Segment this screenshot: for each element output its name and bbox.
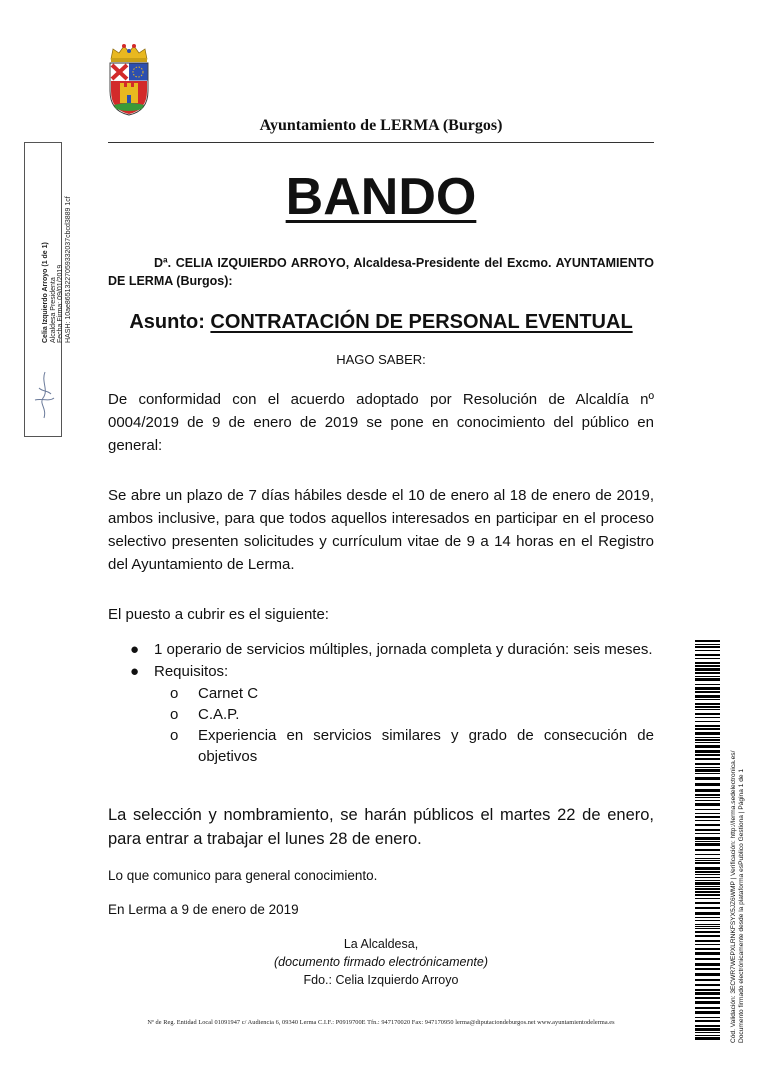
barcode-bar (695, 1001, 720, 1004)
barcode-bar (695, 898, 720, 899)
paragraph-deadline: Se abre un plazo de 7 días hábiles desde el 10 de enero al 18 de enero de 2019, ambos inclusive, para que todos aquellos interesados en participar en el proceso selectivo presenten solicitudes y currículum vitae de 9 a 14 horas en el Registro del Ayuntamiento de Lerma. (108, 487, 654, 573)
position-list (108, 639, 654, 767)
barcode-bar (695, 1028, 720, 1031)
barcode-bar (695, 841, 720, 842)
barcode-bar (695, 706, 720, 708)
barcode-bar (695, 737, 720, 738)
barcode-bar (695, 948, 720, 950)
list-item-text: Requisitos: (154, 663, 229, 680)
barcode-bar (695, 940, 720, 942)
barcode-bar (695, 1037, 720, 1040)
barcode-bar (695, 968, 720, 970)
council-name: Ayuntamiento de LERMA (Burgos) (259, 117, 503, 134)
barcode-bar (695, 745, 720, 748)
barcode-bar (695, 758, 720, 760)
barcode-bar (695, 992, 720, 995)
barcode-bar (695, 849, 720, 851)
barcode-bar (695, 750, 720, 753)
barcode-bar (695, 797, 720, 798)
barcode-bar (695, 862, 720, 864)
stamp-role: Alcaldesa Presidenta (49, 277, 57, 343)
barcode-bar (695, 824, 720, 826)
list-item-text: 1 operario de servicios múltiples, jornada completa y duración: seis meses. (154, 641, 653, 658)
requirement-text: Experiencia en servicios similares y grado de consecución de objetivos (198, 727, 654, 765)
bullet-icon: ● (130, 663, 140, 680)
barcode-bar (695, 654, 720, 656)
barcode-bar (695, 699, 720, 700)
barcode-bar (695, 728, 720, 730)
barcode-bar (695, 646, 720, 648)
signature-block (108, 935, 654, 989)
barcode-bar (695, 691, 720, 693)
barcode-bar (695, 926, 720, 927)
header-divider (108, 142, 654, 143)
signature-note: (documento firmado electrónicamente) (274, 955, 488, 969)
paragraph-selection: La selección y nombramiento, se harán públicos el martes 22 de enero, para entrar a trabajar el lunes 28 de enero. (108, 806, 654, 848)
stamp-hash: HASH: 10ae86513227059332037cbcd3889 1cf (64, 196, 72, 343)
barcode-bar (695, 902, 720, 904)
barcode-bar (695, 820, 720, 821)
barcode-bar (695, 829, 720, 831)
barcode-bar (695, 1007, 720, 1009)
barcode-bar (695, 843, 720, 846)
barcode-bar (695, 837, 720, 840)
barcode-bar (695, 816, 720, 818)
barcode-bar (695, 1017, 720, 1018)
barcode-bar (695, 754, 720, 756)
barcode-bar (695, 794, 720, 796)
circle-bullet-icon: o (170, 706, 179, 723)
barcode-bar (695, 894, 720, 896)
barcode-bar (695, 777, 720, 780)
barcode-bar (695, 773, 720, 774)
barcode-bar (695, 672, 720, 674)
subject-text: CONTRATACIÓN DE PERSONAL EVENTUAL (210, 311, 633, 333)
list-item (108, 639, 654, 660)
barcode-bar (695, 854, 720, 855)
barcode-bar (695, 877, 720, 878)
barcode-bar (695, 871, 720, 873)
paragraph-closing: Lo que comunico para general conocimiento. (108, 868, 378, 883)
circle-bullet-icon: o (170, 727, 179, 744)
barcode-bar (695, 888, 720, 890)
bullet-icon: ● (130, 641, 140, 658)
stamp-text (42, 196, 72, 343)
barcode-bar (695, 767, 720, 768)
barcode-bar (695, 742, 720, 743)
barcode-bar (695, 979, 720, 981)
barcode-bar (695, 809, 720, 810)
signature-stamp (24, 142, 72, 437)
barcode-bar (695, 676, 720, 677)
validation-platform: Documento firmado electrónicamente desde la plataforma esPublico Gestiona | Página 1 de 1 (738, 768, 745, 1043)
requirement-text: C.A.P. (198, 706, 240, 723)
validation-text (730, 751, 746, 1043)
barcode-bar (695, 858, 720, 859)
barcode-bar (695, 935, 720, 937)
signature-role: La Alcaldesa, (343, 937, 419, 951)
barcode-bar (695, 783, 720, 786)
barcode-bar (695, 703, 720, 705)
barcode-bar (695, 989, 720, 991)
barcode-bar (695, 924, 720, 925)
barcode-bar (695, 997, 720, 999)
barcode-bar (695, 678, 720, 681)
barcode-bar (695, 650, 720, 651)
barcode-bar (695, 880, 720, 881)
stamp-signer: Celia Izquierdo Arroyo (1 de 1) (42, 242, 49, 343)
barcode-bar (695, 973, 720, 976)
document-title: BANDO (285, 168, 477, 226)
requirement-item (108, 725, 654, 767)
handwritten-signature-icon (31, 368, 57, 428)
barcode-bar (695, 867, 720, 870)
barcode-bar (695, 1025, 720, 1027)
barcode-bar (695, 833, 720, 834)
barcode-bar (695, 709, 720, 710)
barcode-bar (695, 907, 720, 909)
barcode-bar (695, 725, 720, 727)
barcode-bar (695, 721, 720, 722)
barcode-bar (695, 665, 720, 667)
barcode-bar (695, 668, 720, 671)
barcode-bar (695, 917, 720, 918)
subject-line (108, 308, 654, 336)
requirement-item (108, 683, 654, 704)
barcode-bar (695, 813, 720, 814)
barcode-bar (695, 769, 720, 772)
paragraph-date: En Lerma a 9 de enero de 2019 (108, 902, 299, 917)
barcode-bar (695, 928, 720, 929)
barcode-bar (695, 958, 720, 960)
barcode-bar (695, 803, 720, 806)
barcode-bar (695, 963, 720, 966)
requirement-text: Carnet C (198, 685, 259, 702)
barcode-bar (695, 912, 720, 915)
validation-code: Cód. Validación: 3ECWR7WEPXLRNKFSYX5JZ6WMP | Verificación: http://lerma.sedelectronica.es/ (730, 750, 737, 1043)
circle-bullet-icon: o (170, 685, 179, 702)
barcode-bar (695, 640, 720, 642)
barcode-bar (695, 1035, 720, 1036)
barcode-bar (695, 713, 720, 715)
barcode-bar (695, 920, 720, 921)
barcode-bar (695, 789, 720, 792)
barcode-bar (695, 717, 720, 718)
intro-paragraph: Dª. CELIA IZQUIERDO ARROYO, Alcaldesa-Presidente del Excmo. AYUNTAMIENTO DE LERMA (Burgos): (108, 256, 654, 288)
footer-contact: Nº de Reg. Entidad Local 01091947 c/ Audiencia 6, 09340 Lerma C.I.F.: P0919700E Tfn.: 947170020 Fax: 947170950 lerma@diputaciondeburgos.net www.ayuntamientodelerma.es (147, 1019, 615, 1026)
paragraph-position-intro: El puesto a cubrir es el siguiente: (108, 606, 329, 623)
barcode-bar (695, 644, 720, 645)
barcode-bar (695, 1011, 720, 1014)
barcode-bar (695, 984, 720, 986)
barcode-bar (695, 1032, 720, 1033)
barcode-bar (695, 687, 720, 690)
subject-label: Asunto: (129, 311, 205, 333)
barcode-bar (695, 931, 720, 933)
coat-of-arms-logo (106, 43, 152, 117)
barcode-bar (695, 732, 720, 735)
signature-name: Fdo.: Celia Izquierdo Arroyo (303, 973, 459, 987)
barcode-bar (695, 886, 720, 887)
barcode-bar (695, 944, 720, 945)
stamp-date: Fecha Firma: 09/01/2019 (57, 264, 64, 343)
barcode-bar (695, 800, 720, 801)
barcode-bar (695, 891, 720, 893)
barcode-bar (695, 658, 720, 659)
barcode-bar (695, 763, 720, 765)
requirement-item (108, 704, 654, 725)
barcode-bar (695, 684, 720, 685)
hago-saber: HAGO SABER: (336, 352, 426, 367)
barcode-bar (695, 662, 720, 664)
barcode-bar (695, 952, 720, 955)
list-item (108, 661, 654, 682)
barcode-bar (695, 874, 720, 875)
validation-barcode (695, 640, 720, 1042)
paragraph-resolution: De conformidad con el acuerdo adoptado por Resolución de Alcaldía nº 0004/2019 de 9 de enero de 2019 se pone en conocimiento del público en general: (108, 391, 654, 454)
barcode-bar (695, 695, 720, 698)
barcode-bar (695, 882, 720, 885)
barcode-bar (695, 739, 720, 741)
barcode-bar (695, 1020, 720, 1022)
barcode-bar (695, 860, 720, 861)
